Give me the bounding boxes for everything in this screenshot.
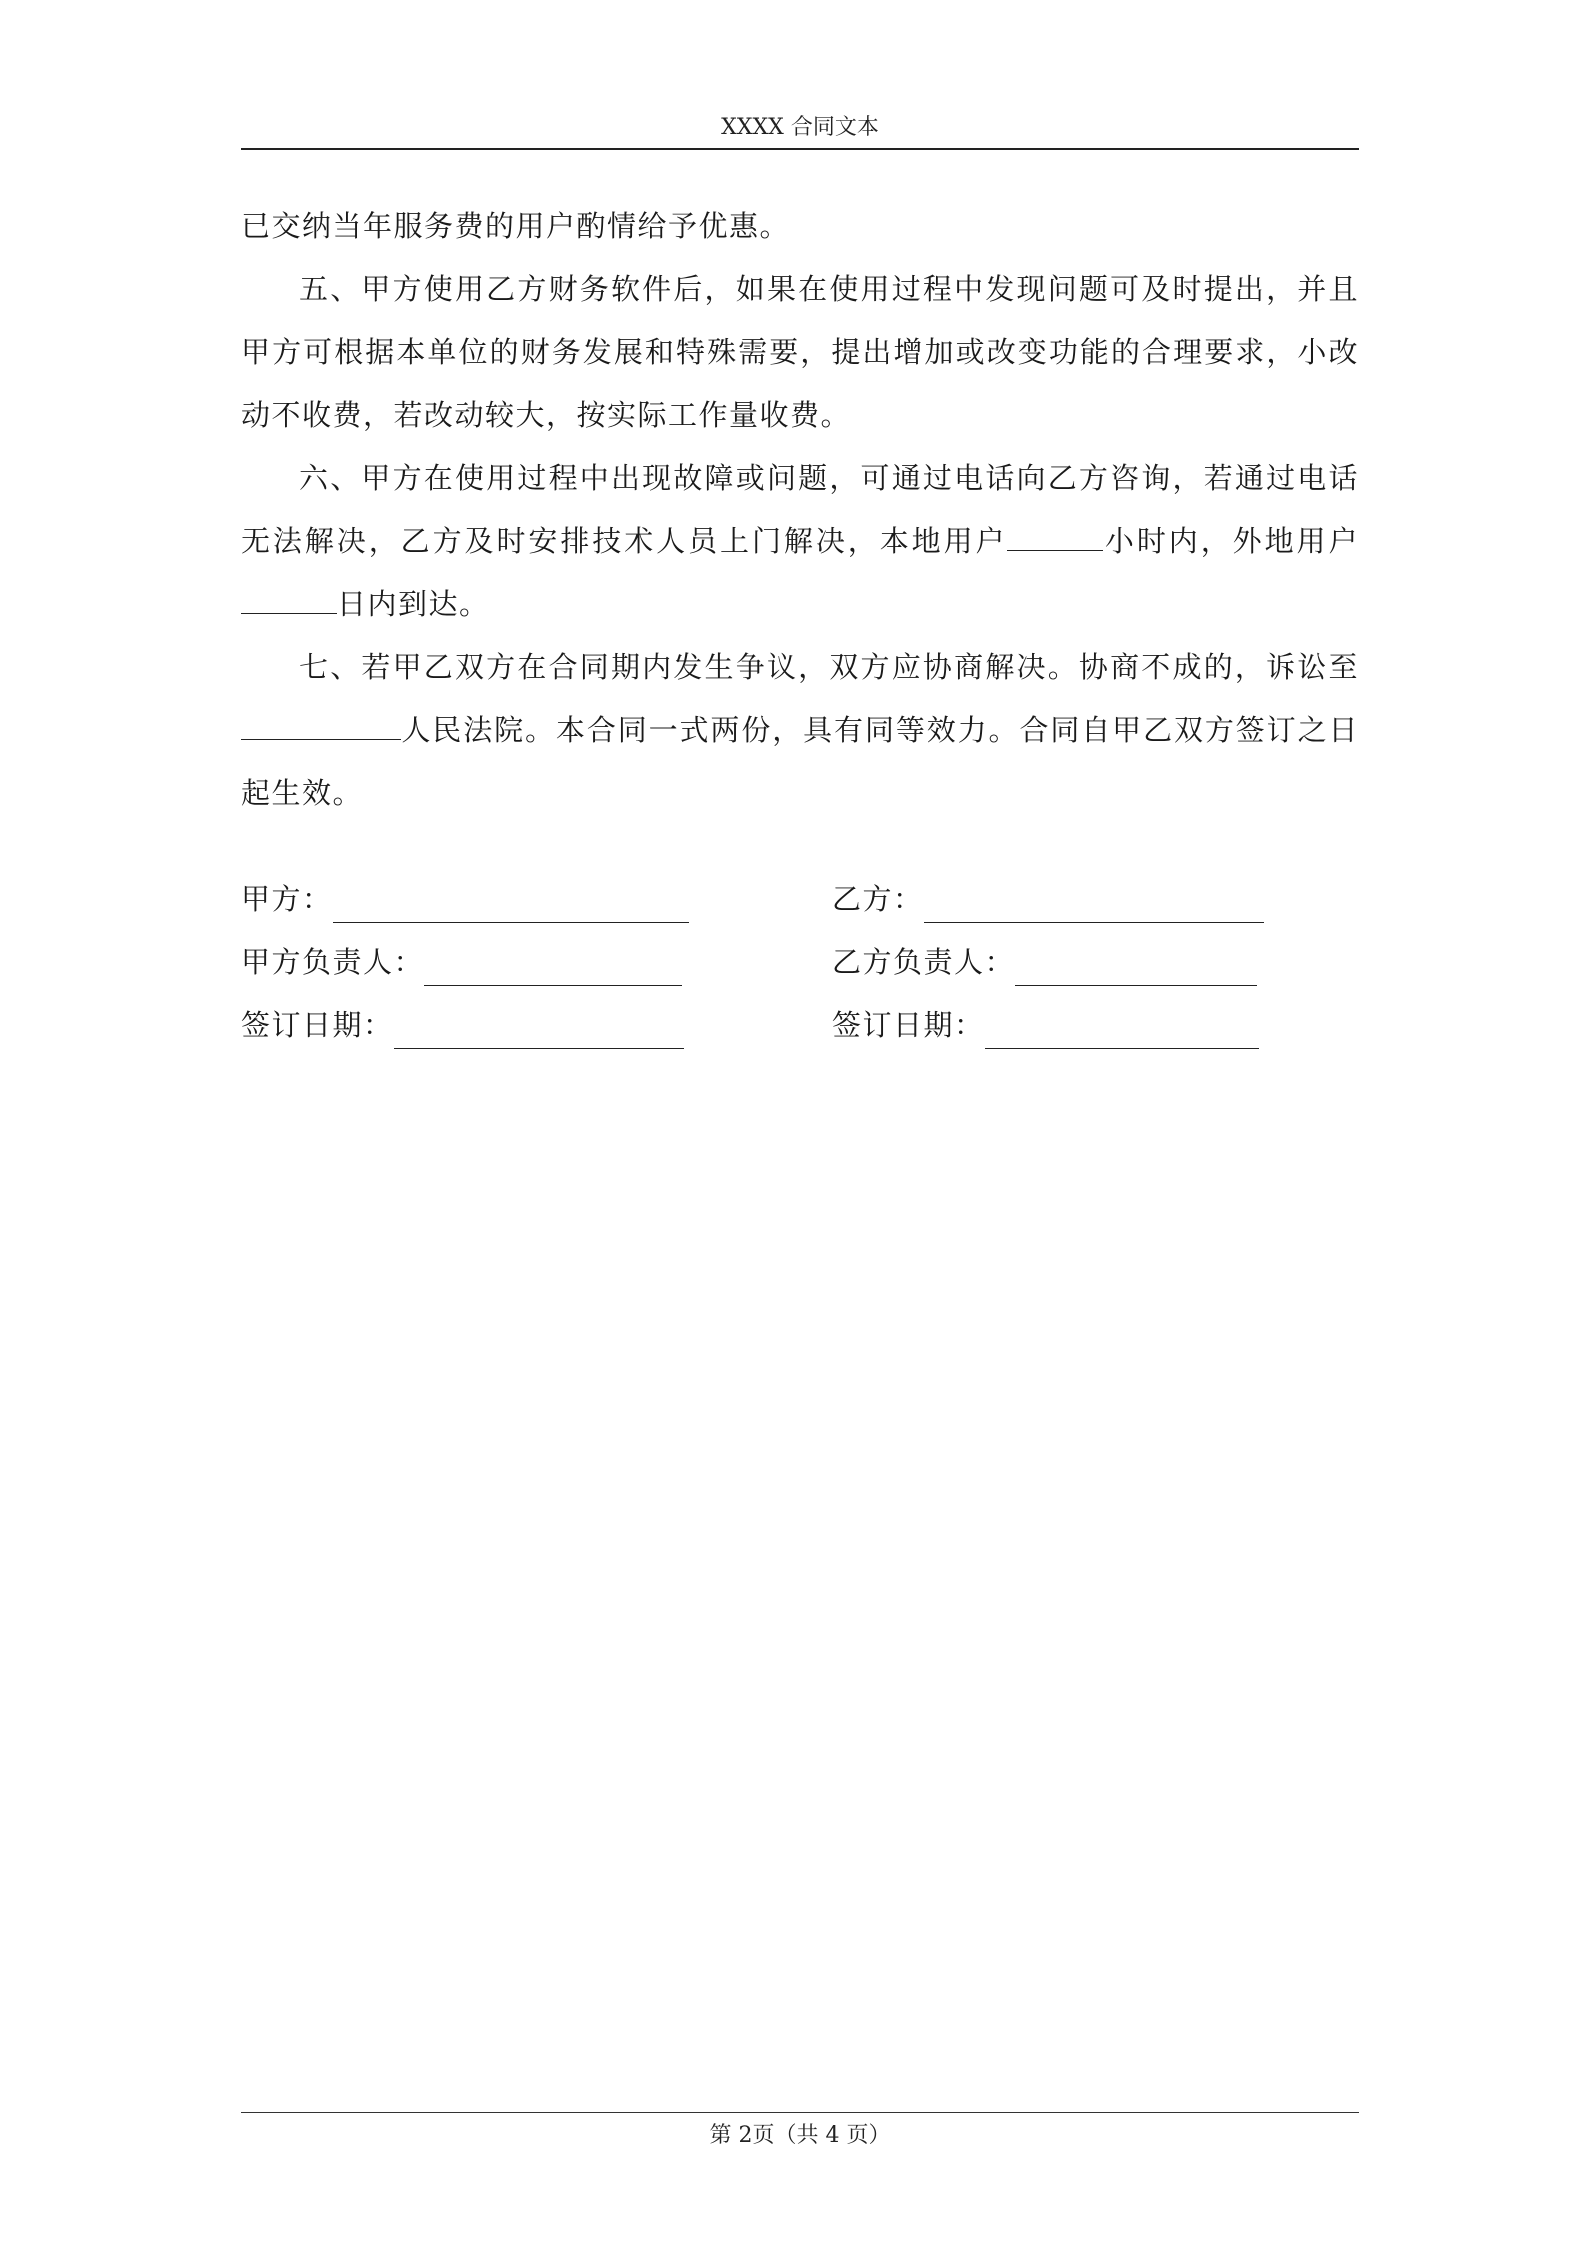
clause-7-text-a: 七、若甲乙双方在合同期内发生争议，双方应协商解决。协商不成的，诉讼至: [299, 650, 1359, 684]
party-a-rep-label: 甲方负责人：: [241, 945, 425, 979]
party-b-rep-signature-line: [1015, 955, 1257, 986]
party-a-signature-line: [333, 892, 689, 923]
clause-6-text-b: 小时内，外地用户: [1103, 524, 1359, 558]
paragraph-clause-6: [241, 447, 1359, 636]
paragraph-continuation: 已交纳当年服务费的用户酌情给予优惠。: [241, 209, 791, 243]
party-a-date-label: 签订日期：: [241, 1008, 394, 1042]
party-b-date-label: 签订日期：: [832, 1008, 985, 1042]
signature-block-party-a: [241, 868, 801, 1057]
clause-6-text-c: 日内到达。: [337, 587, 490, 621]
party-a-date-line: [394, 1018, 684, 1049]
paragraph-clause-5: 五、甲方使用乙方财务软件后，如果在使用过程中发现问题可及时提出，并且甲方可根据本单位的财务发展和特殊需要，提出增加或改变功能的合理要求，小改动不收费，若改动较大，按实际工作量收费。: [241, 272, 1359, 432]
party-b-label: 乙方：: [832, 882, 924, 916]
remote-days-blank: [241, 583, 337, 614]
party-b-row: [832, 868, 1392, 931]
party-b-date-row: [832, 994, 1392, 1057]
clause-6-text-a: 六、甲方在使用过程中出现故障或问题，可通过电话向乙方咨询，若通过电话无法解决，乙方及时安排技术人员上门解决，本地用户: [241, 461, 1359, 558]
party-a-rep-signature-line: [424, 955, 682, 986]
paragraph-clause-7: [241, 636, 1359, 825]
local-hours-blank: [1007, 520, 1103, 551]
court-name-blank: [241, 709, 401, 740]
party-a-rep-row: [241, 931, 801, 994]
page-footer: [241, 2112, 1359, 2155]
party-b-date-line: [985, 1018, 1259, 1049]
party-b-rep-row: [832, 931, 1392, 994]
page-number: 第 2页（共 4 页）: [709, 2123, 891, 2148]
party-b-rep-label: 乙方负责人：: [832, 945, 1016, 979]
header-title: XXXX 合同文本: [721, 115, 879, 140]
page-header: [241, 112, 1359, 150]
party-a-row: [241, 868, 801, 931]
contract-body: [241, 195, 1359, 825]
clause-7-text-b: 人民法院。本合同一式两份，具有同等效力。合同自甲乙双方签订之日起生效。: [241, 713, 1359, 810]
party-b-signature-line: [924, 892, 1264, 923]
signature-block-party-b: [832, 868, 1392, 1057]
party-a-date-row: [241, 994, 801, 1057]
party-a-label: 甲方：: [241, 882, 333, 916]
